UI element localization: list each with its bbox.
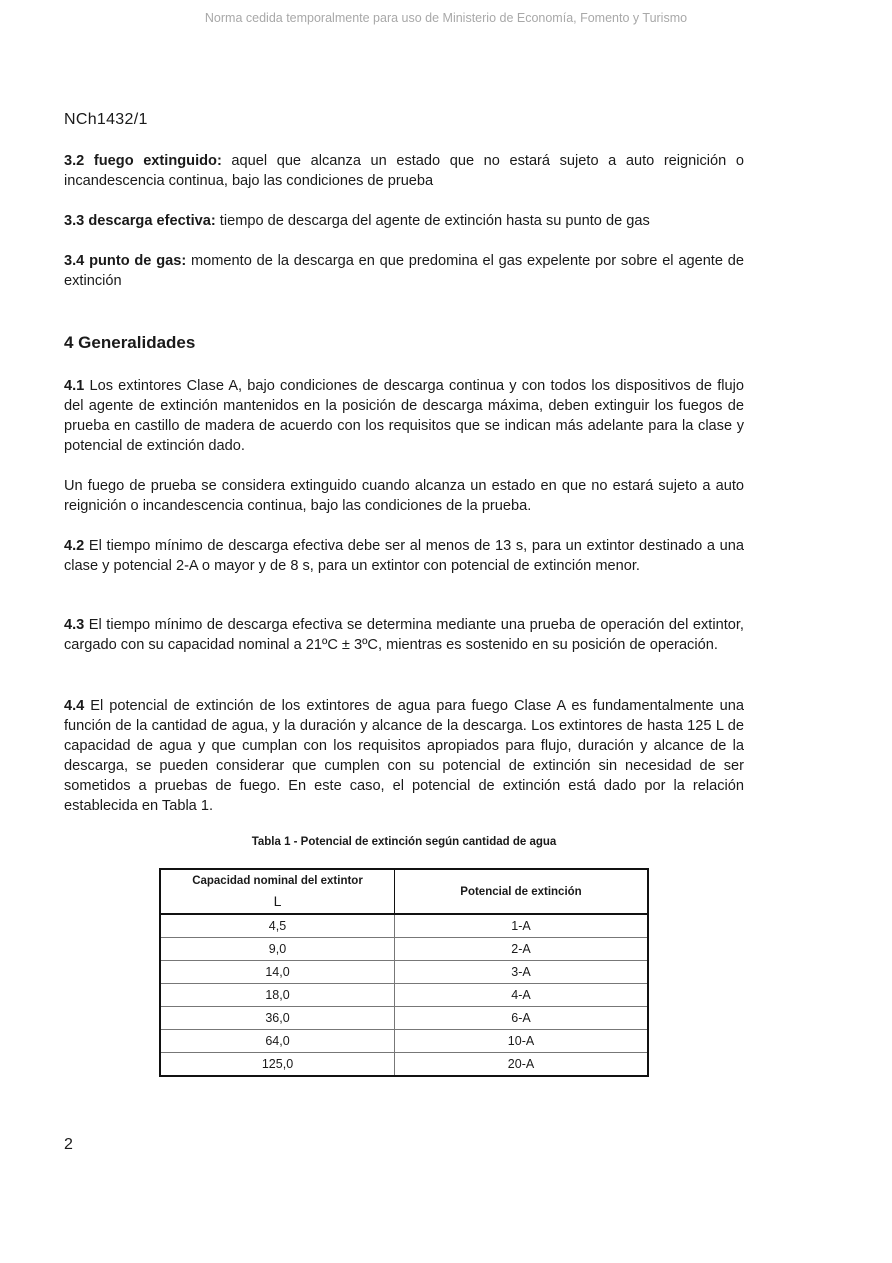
header-potential: Potencial de extinción [395, 869, 649, 914]
table-caption: Tabla 1 - Potencial de extinción según cantidad de agua [251, 836, 557, 848]
capacity-cell: 64,0 [160, 1030, 395, 1053]
clause-4-4 [64, 696, 744, 816]
clause-number: 4.2 [64, 538, 85, 554]
capacity-cell: 36,0 [160, 1007, 395, 1030]
potential-cell: 2-A [395, 938, 649, 961]
capacity-cell: 9,0 [160, 938, 395, 961]
clause-4-1 [64, 376, 744, 456]
clause-number: 4.1 [64, 378, 85, 394]
clause-text: El tiempo mínimo de descarga efectiva debe ser al menos de 13 s, para un extintor destinado a una clase y potencial 2-A o mayor y de 8 s, para un extintor con potencial de extinción menor. [64, 538, 744, 574]
clause-text: Un fuego de prueba se considera extinguido cuando alcanza un estado en que no estará sujeto a auto reignición o incandescencia continua, bajo las condiciones de la prueba. [64, 478, 744, 514]
capacity-cell: 125,0 [160, 1053, 395, 1077]
potential-cell: 1-A [395, 914, 649, 938]
document-code: NCh1432/1 [64, 111, 148, 128]
capacity-cell: 14,0 [160, 961, 395, 984]
section-heading: 4 Generalidades [64, 333, 196, 352]
header-capacity-label: Capacidad nominal del extintor [192, 874, 363, 887]
definition-3-4 [64, 251, 744, 291]
clause-4-1-continued [64, 476, 744, 516]
table-row [160, 1007, 648, 1030]
clause-number: 4.3 [64, 617, 85, 633]
potential-cell: 3-A [395, 961, 649, 984]
table-header-row [160, 869, 648, 914]
watermark: Norma cedida temporalmente para uso de Ministerio de Economía, Fomento y Turismo [204, 11, 688, 25]
potential-cell: 20-A [395, 1053, 649, 1077]
defined-term: fuego extinguido: [93, 153, 222, 169]
potential-cell: 4-A [395, 984, 649, 1007]
table-row [160, 938, 648, 961]
table-row [160, 914, 648, 938]
page-number: 2 [64, 1136, 73, 1153]
definition-3-2 [64, 151, 744, 191]
clause-4-2 [64, 536, 744, 576]
clause-number: 3.2 [64, 153, 85, 169]
clause-number: 3.3 [64, 213, 85, 229]
extinction-potential-table [159, 868, 649, 1077]
table-row [160, 984, 648, 1007]
table-row [160, 961, 648, 984]
clause-text: Los extintores Clase A, bajo condiciones de descarga continua y con todos los dispositivos de flujo del agente de extinción mantenidos en la posición de descarga máxima, deben extinguir los fuegos de prueba en castillo de madera de acuerdo con los requisitos que se indican más adelante para la clase y potencial de extinción dado. [64, 378, 744, 454]
capacity-cell: 18,0 [160, 984, 395, 1007]
capacity-cell: 4,5 [160, 914, 395, 938]
potential-cell: 6-A [395, 1007, 649, 1030]
defined-term: descarga efectiva: [88, 213, 216, 229]
clause-number: 3.4 [64, 253, 85, 269]
table-row [160, 1030, 648, 1053]
defined-term: punto de gas: [89, 253, 187, 269]
definition-3-3 [64, 211, 744, 231]
potential-cell: 10-A [395, 1030, 649, 1053]
definition-text: aquel que alcanza un estado que no estará sujeto a auto reignición o incandescencia continua, bajo las condiciones de prueba [64, 153, 744, 189]
header-capacity-unit: L [273, 892, 282, 909]
header-capacity [160, 869, 395, 914]
clause-number: 4.4 [64, 698, 85, 714]
definition-text: tiempo de descarga del agente de extinción hasta su punto de gas [215, 213, 650, 229]
clause-text: El tiempo mínimo de descarga efectiva se determina mediante una prueba de operación del extintor, cargado con su capacidad nominal a 21ºC ± 3ºC, mientras es sostenido en su posición de operación. [64, 617, 744, 653]
clause-text: El potencial de extinción de los extintores de agua para fuego Clase A es fundamentalmente una función de la cantidad de agua, y la duración y alcance de la descarga. Los extintores de hasta 125 L de capacidad de agua y que cumplan con los requisitos apropiados para flujo, duración y alcance de la descarga, se pueden considerar que cumplen con su potencial de extinción sin necesidad de ser sometidos a pruebas de fuego. En este caso, el potencial de extinción está dado por la relación establecida en Tabla 1. [64, 698, 744, 814]
definition-text: momento de la descarga en que predomina el gas expelente por sobre el agente de extinción [64, 253, 744, 289]
clause-4-3 [64, 615, 744, 655]
table-row [160, 1053, 648, 1077]
